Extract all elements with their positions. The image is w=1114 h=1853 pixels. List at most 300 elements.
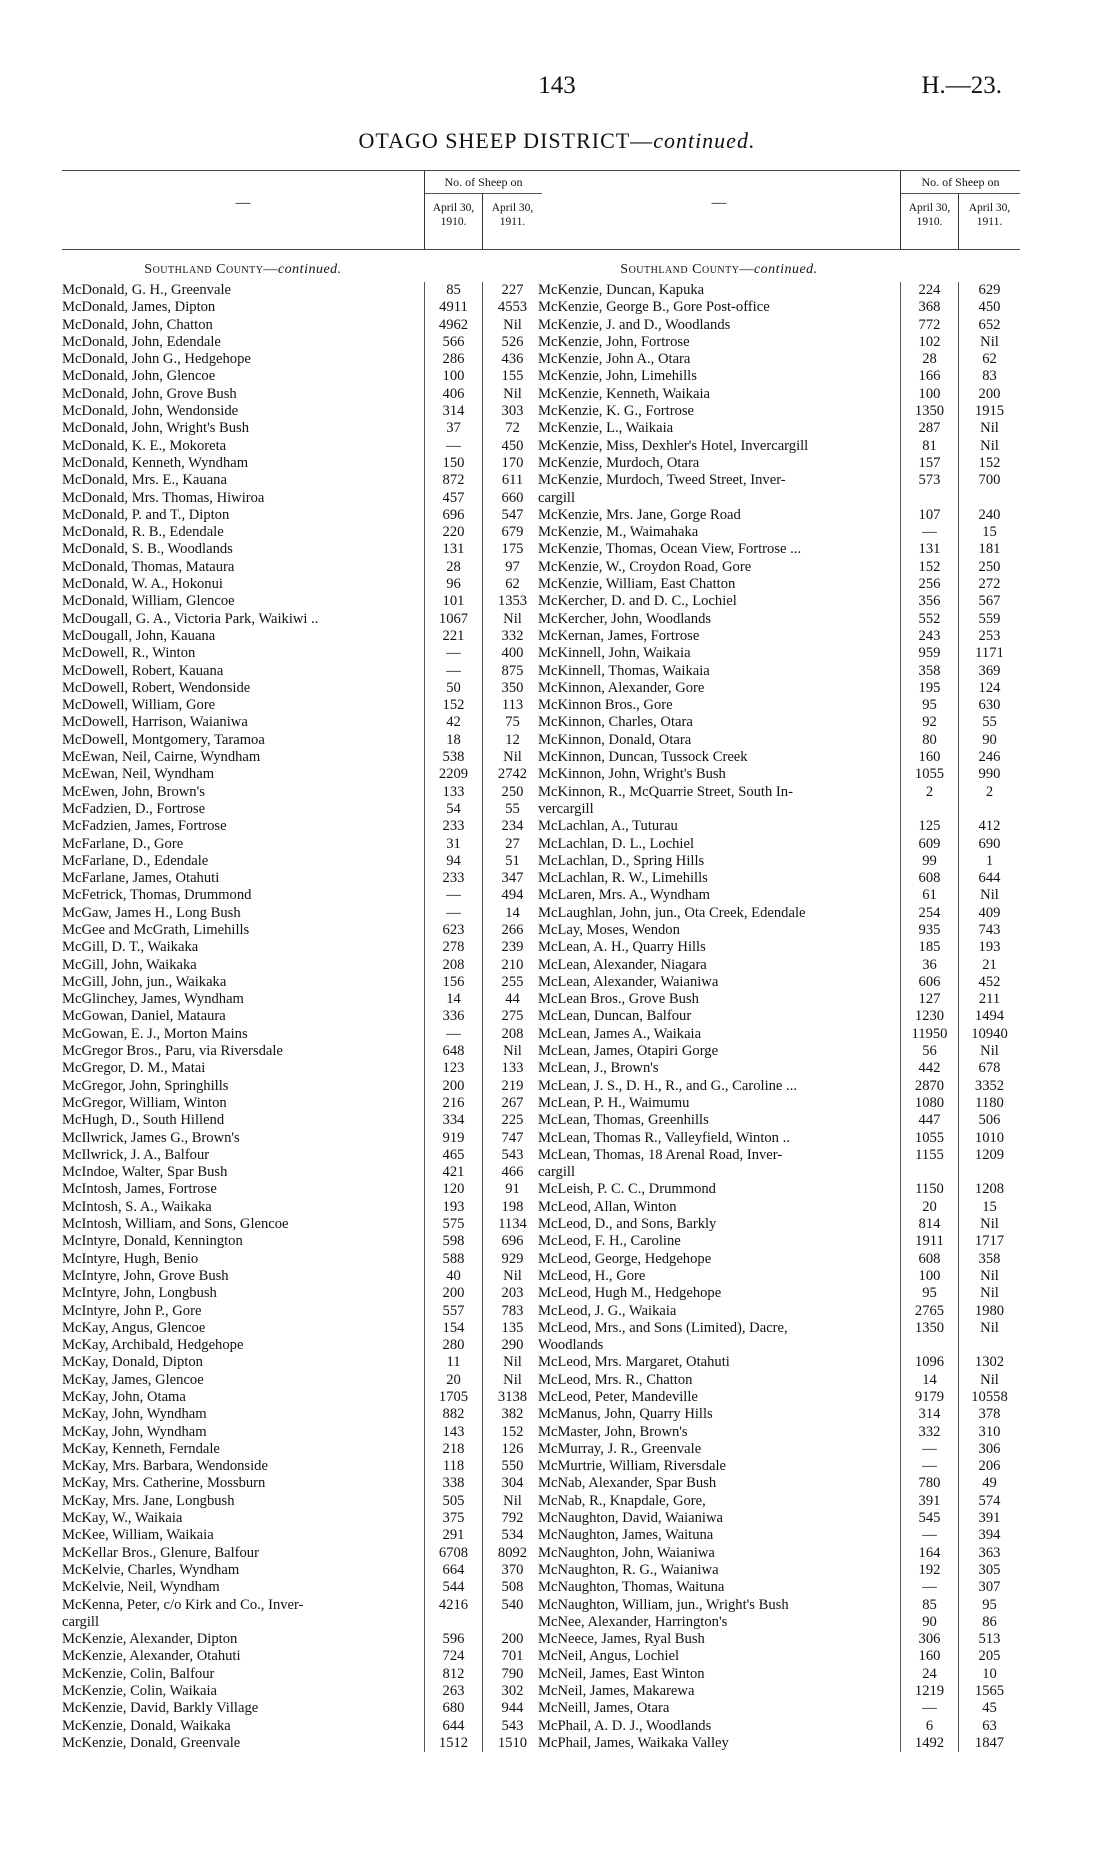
sheep-1910-cell: 544 — [424, 1579, 482, 1596]
owner-name-cell: Woodlands — [538, 1337, 604, 1354]
table-row — [538, 368, 1020, 385]
sheep-1910-cell: 36 — [900, 957, 958, 974]
sheep-1911-cell: 652 — [958, 317, 1020, 334]
table-row — [62, 282, 542, 299]
owner-name-cell: McGowan, E. J., Morton Mains — [62, 1025, 248, 1042]
owner-name-cell: McKenzie, Mrs. Jane, Gorge Road — [538, 506, 741, 523]
table-row — [538, 922, 1020, 939]
sheep-1910-cell: 573 — [900, 472, 958, 489]
table-row — [62, 645, 542, 662]
table-row — [538, 351, 1020, 368]
owner-name-cell: McDowell, Robert, Wendonside — [62, 679, 251, 696]
table-row — [62, 749, 542, 766]
sheep-1910-cell: 780 — [900, 1475, 958, 1492]
owner-name-cell: McIntyre, John P., Gore — [62, 1302, 202, 1319]
sheep-1911-cell: 227 — [482, 282, 542, 299]
sheep-1911-cell: 2742 — [482, 766, 542, 783]
sheep-1910-cell: 391 — [900, 1493, 958, 1510]
sheep-1911-cell: 559 — [958, 611, 1020, 628]
sheep-1911-cell: 400 — [482, 645, 542, 662]
table-row — [538, 1579, 1020, 1596]
sheep-1911-cell: 250 — [958, 559, 1020, 576]
table-row — [62, 1579, 542, 1596]
sheep-1911-cell: 450 — [482, 438, 542, 455]
county-heading-suffix: continued. — [753, 262, 818, 277]
sheep-1910-cell: 28 — [424, 559, 482, 576]
table-row — [538, 732, 1020, 749]
owner-name-cell: McDonald, John, Chatton — [62, 316, 213, 333]
table-row — [538, 1510, 1020, 1527]
owner-name-cell: McNeil, James, East Winton — [538, 1665, 705, 1682]
sheep-1911-cell: 303 — [482, 403, 542, 420]
sheep-1911-cell: 126 — [482, 1441, 542, 1458]
sheep-1910-cell: 812 — [424, 1666, 482, 1683]
sheep-1911-cell: 200 — [482, 1631, 542, 1648]
owner-name-cell: McDowell, Robert, Kauana — [62, 662, 224, 679]
owner-name-cell: McKay, Archibald, Hedgehope — [62, 1337, 244, 1354]
sheep-1910-cell: 447 — [900, 1112, 958, 1129]
table-row — [538, 611, 1020, 628]
table-row — [538, 1303, 1020, 1320]
table-row — [62, 455, 542, 472]
sheep-1911-cell: 452 — [958, 974, 1020, 991]
sheep-1910-cell: 814 — [900, 1216, 958, 1233]
owner-name-cell: McKenna, Peter, c/o Kirk and Co., Inver- — [62, 1596, 304, 1613]
sheep-1911-cell: 86 — [958, 1614, 1020, 1631]
sheep-1910-cell: 150 — [424, 455, 482, 472]
sheep-1911-cell: 83 — [958, 368, 1020, 385]
sheep-1911-cell: 690 — [958, 836, 1020, 853]
table-header — [538, 170, 1020, 250]
sheep-1911-cell: 550 — [482, 1458, 542, 1475]
table-row — [62, 1424, 542, 1441]
sheep-1911-cell: 307 — [958, 1579, 1020, 1596]
sheep-1910-cell: 95 — [900, 1285, 958, 1302]
sheep-1911-cell: 644 — [958, 870, 1020, 887]
sheep-1911-cell: Nil — [482, 386, 542, 403]
sheep-1911-cell: 95 — [958, 1597, 1020, 1614]
table-row — [538, 438, 1020, 455]
owner-name-cell: McDonald, Mrs. E., Kauana — [62, 472, 227, 489]
owner-name-cell: McFarlane, James, Otahuti — [62, 870, 220, 887]
table-row — [62, 1320, 542, 1337]
sheep-1910-cell: 1080 — [900, 1095, 958, 1112]
header-dash: — — [235, 195, 251, 211]
sheep-1910-cell: 606 — [900, 974, 958, 991]
owner-name-cell: McLachlan, D., Spring Hills — [538, 852, 705, 869]
owner-name-cell: McKercher, D. and D. C., Lochiel — [538, 593, 737, 610]
table-row — [62, 1666, 542, 1683]
table-row — [538, 1614, 1020, 1631]
owner-name-cell: McDonald, G. H., Greenvale — [62, 282, 231, 298]
page-title-suffix: continued. — [653, 128, 756, 153]
table-row — [62, 438, 542, 455]
table-row — [62, 1597, 542, 1614]
table-row — [62, 836, 542, 853]
owner-name-cell: McDonald, John, Glencoe — [62, 368, 216, 385]
sheep-1910-cell: 334 — [424, 1112, 482, 1129]
sheep-1911-cell: 124 — [958, 680, 1020, 697]
owner-name-cell: McKenzie, Murdoch, Otara — [538, 454, 700, 471]
table-row — [62, 559, 542, 576]
table-row — [62, 507, 542, 524]
sheep-1911-cell: 611 — [482, 472, 542, 489]
sheep-1910-cell: 314 — [900, 1406, 958, 1423]
table-row — [538, 282, 1020, 299]
sheep-1910-cell: 80 — [900, 732, 958, 749]
sheep-1911-cell: 394 — [958, 1527, 1020, 1544]
sheep-1911-cell: 358 — [958, 1251, 1020, 1268]
sheep-1910-cell: — — [424, 1026, 482, 1043]
table-row — [62, 1303, 542, 1320]
owner-name-cell: McKercher, John, Woodlands — [538, 610, 712, 627]
table-row — [62, 1354, 542, 1371]
owner-name-cell: McLeod, Mrs., and Sons (Limited), Dacre, — [538, 1319, 788, 1336]
table-row — [62, 490, 542, 507]
table-row — [538, 524, 1020, 541]
owner-name-cell: McKellar Bros., Glenure, Balfour — [62, 1544, 259, 1561]
sheep-1911-cell: 506 — [958, 1112, 1020, 1129]
sheep-1910-cell: 2 — [900, 784, 958, 801]
owner-name-cell: McDonald, John, Edendale — [62, 333, 221, 350]
owner-name-cell: McMurray, J. R., Greenvale — [538, 1440, 702, 1457]
table-row — [538, 1147, 1020, 1164]
sheep-1910-cell: 375 — [424, 1510, 482, 1527]
sheep-1911-cell: 1717 — [958, 1233, 1020, 1250]
sheep-1911-cell: 198 — [482, 1199, 542, 1216]
table-row — [538, 299, 1020, 316]
owner-name-cell: McKee, William, Waikaia — [62, 1527, 214, 1544]
sheep-1911-cell: 543 — [482, 1147, 542, 1164]
sheep-1911-cell: Nil — [958, 334, 1020, 351]
sheep-1911-cell: 370 — [482, 1562, 542, 1579]
sheep-1910-cell: 90 — [900, 1614, 958, 1631]
owner-name-cell: McGill, John, Waikaka — [62, 956, 197, 973]
table-row — [62, 386, 542, 403]
sheep-1911-cell: 272 — [958, 576, 1020, 593]
sheep-1911-cell: 1980 — [958, 1303, 1020, 1320]
sheep-1910-cell: 1705 — [424, 1389, 482, 1406]
owner-name-cell: McKenzie, George B., Gore Post-office — [538, 299, 770, 316]
table-row — [62, 1441, 542, 1458]
table-row — [538, 1060, 1020, 1077]
owner-name-cell: McKay, John, Wyndham — [62, 1406, 207, 1423]
county-heading — [62, 258, 424, 282]
sheep-1911-cell: 62 — [482, 576, 542, 593]
sheep-1910-cell: 1055 — [900, 1130, 958, 1147]
sheep-1911-cell: 513 — [958, 1631, 1020, 1648]
sheep-1910-cell: — — [424, 905, 482, 922]
owner-name-cell: McLeod, D., and Sons, Barkly — [538, 1216, 717, 1233]
sheep-1911-cell: 1915 — [958, 403, 1020, 420]
sheep-1910-cell: 152 — [900, 559, 958, 576]
sheep-1911-cell: 55 — [958, 714, 1020, 731]
owner-name-cell: McFetrick, Thomas, Drummond — [62, 887, 252, 904]
table-row — [62, 1562, 542, 1579]
owner-name-cell: McDonald, Mrs. Thomas, Hiwiroa — [62, 489, 265, 506]
sheep-1911-cell: 275 — [482, 1008, 542, 1025]
sheep-1910-cell: — — [900, 1579, 958, 1596]
sheep-1911-cell: Nil — [958, 1285, 1020, 1302]
sheep-1911-cell: Nil — [482, 749, 542, 766]
sheep-1911-cell: 10558 — [958, 1389, 1020, 1406]
sheep-1911-cell: 378 — [958, 1406, 1020, 1423]
sheep-count-group-header: No. of Sheep on — [900, 171, 1020, 194]
sheep-1910-cell: 152 — [424, 697, 482, 714]
sheep-1911-cell: 1353 — [482, 593, 542, 610]
table-row — [538, 507, 1020, 524]
owner-name-cell: McEwan, Neil, Wyndham — [62, 766, 215, 783]
sheep-1910-cell: 94 — [424, 853, 482, 870]
owner-name-cell: McLean, P. H., Waimumu — [538, 1094, 690, 1111]
sheep-1911-cell: 700 — [958, 472, 1020, 489]
sheep-1910-cell: 4216 — [424, 1597, 482, 1614]
sheep-1910-cell: 772 — [900, 317, 958, 334]
sheep-1911-cell: 332 — [482, 628, 542, 645]
sheep-1911-cell: 91 — [482, 1181, 542, 1198]
table-row — [62, 1372, 542, 1389]
sheep-1910-cell: 18 — [424, 732, 482, 749]
table-row — [62, 1475, 542, 1492]
table-row — [538, 1130, 1020, 1147]
table-row — [538, 386, 1020, 403]
sheep-1910-cell: 11 — [424, 1354, 482, 1371]
sheep-1911-cell: 45 — [958, 1700, 1020, 1717]
owner-name-cell: McLean Bros., Grove Bush — [538, 991, 699, 1008]
owner-name-cell: McDowell, Harrison, Waianiwa — [62, 714, 248, 731]
owner-name-cell: McKay, John, Wyndham — [62, 1423, 207, 1440]
sheep-1911-cell: 574 — [958, 1493, 1020, 1510]
table-row — [538, 663, 1020, 680]
owner-name-cell: McDonald, John G., Hedgehope — [62, 351, 251, 368]
table-row — [538, 1562, 1020, 1579]
sheep-1910-cell: 872 — [424, 472, 482, 489]
owner-name-cell: McIlwrick, James G., Brown's — [62, 1129, 240, 1146]
owner-name-cell: McDougall, G. A., Victoria Park, Waikiwi .. — [62, 610, 319, 627]
table-row — [538, 1372, 1020, 1389]
table-row — [538, 645, 1020, 662]
sheep-1910-cell — [900, 1337, 958, 1354]
sheep-1910-cell: 1219 — [900, 1683, 958, 1700]
owner-name-cell: McKenzie, W., Croydon Road, Gore — [538, 558, 752, 575]
table-row — [538, 1233, 1020, 1250]
sheep-1910-cell: 218 — [424, 1441, 482, 1458]
sheep-1910-cell: 154 — [424, 1320, 482, 1337]
sheep-1911-cell: 240 — [958, 507, 1020, 524]
table-row — [538, 1008, 1020, 1025]
table-row — [62, 784, 542, 801]
owner-name-cell: McDonald, John, Grove Bush — [62, 385, 237, 402]
table-row — [62, 1164, 542, 1181]
owner-name-cell: McLean, J. S., D. H., R., and G., Caroline ... — [538, 1077, 798, 1094]
owner-name-cell: McNeill, James, Otara — [538, 1700, 670, 1717]
owner-name-cell: cargill — [62, 1613, 100, 1630]
owner-name-cell: McLeod, George, Hedgehope — [538, 1250, 712, 1267]
table-row — [62, 663, 542, 680]
sheep-1911-cell: 10 — [958, 1666, 1020, 1683]
sheep-1910-cell: 100 — [900, 386, 958, 403]
table-row — [62, 1233, 542, 1250]
sheep-1910-cell: 457 — [424, 490, 482, 507]
owner-name-cell: McKenzie, Colin, Waikaia — [62, 1683, 217, 1700]
owner-name-cell: McLachlan, D. L., Lochiel — [538, 835, 695, 852]
table-row — [62, 887, 542, 904]
sheep-1911-cell: Nil — [482, 1043, 542, 1060]
owner-name-cell: McKenzie, John, Fortrose — [538, 333, 690, 350]
sheep-1911-cell: 155 — [482, 368, 542, 385]
sheep-1911-cell: 210 — [482, 957, 542, 974]
owner-name-cell: McKenzie, L., Waikaia — [538, 420, 674, 437]
owner-name-cell: McHugh, D., South Hillend — [62, 1112, 225, 1129]
table-row — [538, 1078, 1020, 1095]
left-column-table — [62, 170, 542, 1752]
sheep-1910-cell: 54 — [424, 801, 482, 818]
owner-name-cell: McKelvie, Charles, Wyndham — [62, 1561, 240, 1578]
sheep-1910-cell: 96 — [424, 576, 482, 593]
sheep-1910-cell: 100 — [424, 368, 482, 385]
owner-name-cell: McGlinchey, James, Wyndham — [62, 991, 244, 1008]
owner-name-cell: McKay, Donald, Dipton — [62, 1354, 203, 1371]
sheep-1910-cell: 216 — [424, 1095, 482, 1112]
sheep-1911-cell: 306 — [958, 1441, 1020, 1458]
sheep-1910-cell: 118 — [424, 1458, 482, 1475]
sheep-1911-cell: 27 — [482, 836, 542, 853]
table-row — [538, 1597, 1020, 1614]
sheep-1910-cell: 99 — [900, 853, 958, 870]
owner-name-cell: McDonald, William, Glencoe — [62, 593, 235, 610]
sheep-1910-cell: 6708 — [424, 1545, 482, 1562]
sheep-1910-cell: 92 — [900, 714, 958, 731]
sheep-1910-cell: — — [900, 1527, 958, 1544]
sheep-1911-cell: 1847 — [958, 1735, 1020, 1752]
sheep-1911-cell: 255 — [482, 974, 542, 991]
table-row — [538, 559, 1020, 576]
table-row — [62, 593, 542, 610]
owner-name-cell: McKenzie, John, Limehills — [538, 368, 697, 385]
table-header — [62, 170, 542, 250]
sheep-1910-cell: 545 — [900, 1510, 958, 1527]
table-row — [538, 853, 1020, 870]
owner-name-cell: McDonald, R. B., Edendale — [62, 524, 224, 541]
owner-name-cell: McFarlane, D., Edendale — [62, 852, 209, 869]
table-row — [62, 1735, 542, 1752]
table-row — [538, 1683, 1020, 1700]
sheep-1911-cell — [958, 801, 1020, 818]
table-row — [62, 541, 542, 558]
table-row — [62, 1251, 542, 1268]
owner-name-cell: McKay, Mrs. Jane, Longbush — [62, 1492, 235, 1509]
sheep-1910-cell: 421 — [424, 1164, 482, 1181]
sheep-1910-cell — [900, 1164, 958, 1181]
owner-name-cell: McLean, James, Otapiri Gorge — [538, 1043, 719, 1060]
sheep-1910-cell: 608 — [900, 870, 958, 887]
sheep-1911-cell: 253 — [958, 628, 1020, 645]
sheep-1911-cell: 409 — [958, 905, 1020, 922]
owner-name-cell: McEwan, Neil, Cairne, Wyndham — [62, 749, 261, 766]
sheep-1911-cell: 15 — [958, 524, 1020, 541]
owner-name-cell: McLeod, F. H., Caroline — [538, 1233, 681, 1250]
sheep-1910-cell: 101 — [424, 593, 482, 610]
sheep-1911-cell: 1010 — [958, 1130, 1020, 1147]
sheep-1910-cell: 1096 — [900, 1354, 958, 1371]
owner-name-cell: McKinnon, Duncan, Tussock Creek — [538, 749, 748, 766]
sheep-count-group-header: No. of Sheep on — [424, 171, 542, 194]
sheep-1910-cell: 166 — [900, 368, 958, 385]
sheep-1911-cell: 747 — [482, 1130, 542, 1147]
table-row — [538, 1354, 1020, 1371]
table-row — [62, 1718, 542, 1735]
sheep-1910-cell: 160 — [900, 749, 958, 766]
owner-name-cell: McLachlan, A., Tuturau — [538, 818, 678, 835]
header-dash: — — [711, 195, 727, 211]
table-row — [538, 1337, 1020, 1354]
owner-name-cell: McMaster, John, Brown's — [538, 1423, 688, 1440]
sheep-1911-cell: 1134 — [482, 1216, 542, 1233]
table-row — [538, 957, 1020, 974]
sheep-1910-cell: 37 — [424, 420, 482, 437]
table-row — [538, 1199, 1020, 1216]
owner-name-cell: McKay, Mrs. Barbara, Wendonside — [62, 1458, 268, 1475]
sheep-1911-cell: 1494 — [958, 1008, 1020, 1025]
sheep-1911-cell: 382 — [482, 1406, 542, 1423]
table-row — [538, 455, 1020, 472]
owner-name-cell: McIndoe, Walter, Spar Bush — [62, 1164, 228, 1181]
owner-name-cell: McDonald, Kenneth, Wyndham — [62, 454, 249, 471]
table-row — [62, 1510, 542, 1527]
sheep-1910-cell: 280 — [424, 1337, 482, 1354]
sheep-1911-cell: 944 — [482, 1700, 542, 1717]
owner-name-cell: McLean, Thomas, 18 Arenal Road, Inver- — [538, 1146, 783, 1163]
table-row — [62, 991, 542, 1008]
sheep-1910-cell: 1350 — [900, 403, 958, 420]
table-row — [62, 974, 542, 991]
sheep-1910-cell — [900, 801, 958, 818]
sheep-1910-cell: 200 — [424, 1285, 482, 1302]
sheep-1911-cell: 200 — [958, 386, 1020, 403]
table-row — [538, 939, 1020, 956]
owner-name-cell: cargill — [538, 489, 576, 506]
owner-name-cell: McPhail, A. D. J., Woodlands — [538, 1717, 712, 1734]
sheep-1910-cell: 696 — [424, 507, 482, 524]
sheep-1910-cell: 332 — [900, 1424, 958, 1441]
sheep-1911-cell: 347 — [482, 870, 542, 887]
owner-name-cell: McNeece, James, Ryal Bush — [538, 1631, 705, 1648]
page-title-main: OTAGO SHEEP DISTRICT— — [358, 128, 654, 153]
table-row — [538, 784, 1020, 801]
table-row — [62, 1648, 542, 1665]
sheep-1910-cell: 233 — [424, 818, 482, 835]
sheep-1910-cell: 338 — [424, 1475, 482, 1492]
owner-name-cell: McLean, Thomas, Greenhills — [538, 1112, 709, 1129]
owner-name-cell: McPhail, James, Waikaka Valley — [538, 1734, 729, 1751]
sheep-1911-cell — [958, 1337, 1020, 1354]
owner-name-cell: McLean, A. H., Quarry Hills — [538, 939, 706, 956]
table-row — [62, 801, 542, 818]
sheep-1911-cell: 363 — [958, 1545, 1020, 1562]
owner-name-cell: McLean, Alexander, Waianiwa — [538, 973, 719, 990]
owner-name-cell: McIntosh, James, Fortrose — [62, 1181, 217, 1198]
county-heading-main: Southland County— — [144, 262, 278, 277]
sheep-1911-cell: 72 — [482, 420, 542, 437]
table-row — [538, 1389, 1020, 1406]
owner-name-cell: McNaughton, James, Waituna — [538, 1527, 714, 1544]
sheep-1911-cell: 783 — [482, 1303, 542, 1320]
table-row — [538, 1424, 1020, 1441]
owner-name-cell: McFarlane, D., Gore — [62, 835, 184, 852]
sheep-1910-cell: 356 — [900, 593, 958, 610]
sheep-1911-cell: 1302 — [958, 1354, 1020, 1371]
sheep-1911-cell: Nil — [482, 1268, 542, 1285]
